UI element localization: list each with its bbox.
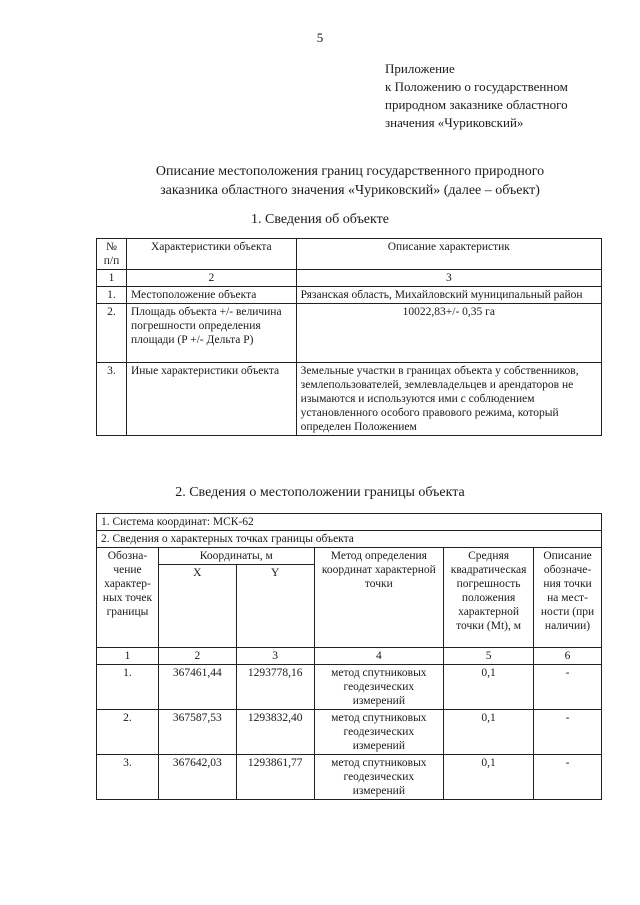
index-cell: 3 [236,648,314,665]
title-line: Описание местоположения границ государственного природного [155,164,545,179]
point-y: 1293832,40 [236,710,314,755]
table-row [97,710,602,755]
table-row [97,755,602,800]
header-designation: Обозна-чение характер-ных точек границы [97,548,159,648]
point-id: 3. [97,755,159,800]
header-coordinates: Координаты, м [158,548,314,565]
point-id: 2. [97,710,159,755]
index-cell: 2 [158,648,236,665]
table-row [97,304,602,363]
table-row [97,665,602,710]
point-description: - [534,755,602,800]
row-description: Земельные участки в границах объекта у собственников, землепользователей, землевладельцев и арендаторов не изымаются и используются ими с соблюдением установленного особого правового режима, который определен Положением [296,363,601,436]
header-method: Метод определения координат характерной точки [314,548,444,648]
header-error: Средняя квадратическая погрешность положения характерной точки (Mt), м [444,548,534,648]
row-characteristic: Местоположение объекта [126,287,296,304]
row-characteristic: Иные характеристики объекта [126,363,296,436]
point-method: метод спутниковых геодезических измерений [314,665,444,710]
index-cell: 4 [314,648,444,665]
table-header-row [97,239,602,270]
coord-system: 1. Система координат: МСК-62 [97,514,602,531]
header-y: Y [236,565,314,648]
appendix-line: Приложение [385,61,455,76]
row-characteristic: Площадь объекта +/- величина погрешности определения площади (P +/- Дельта P) [126,304,296,363]
index-cell: 3 [296,270,601,287]
point-x: 367642,03 [158,755,236,800]
title-line: заказника областного значения «Чуриковский» (далее – объект) [160,183,540,198]
index-cell: 6 [534,648,602,665]
appendix-line: значения «Чуриковский» [385,115,524,130]
index-cell: 5 [444,648,534,665]
boundary-points-table [96,513,602,800]
table-index-row [97,648,602,665]
table-row [97,287,602,304]
page-number: 5 [316,30,324,45]
points-heading: 2. Сведения о характерных точках границы объекта [97,531,602,548]
point-error: 0,1 [444,755,534,800]
appendix-block [385,60,625,132]
index-cell: 1 [97,270,127,287]
table-header-row [97,548,602,565]
header-x: X [158,565,236,648]
header-num: № п/п [97,239,127,270]
point-description: - [534,710,602,755]
row-num: 1. [97,287,127,304]
table-row [97,363,602,436]
point-method: метод спутниковых геодезических измерений [314,710,444,755]
point-x: 367587,53 [158,710,236,755]
point-error: 0,1 [444,665,534,710]
section1-heading: 1. Сведения об объекте [251,212,389,227]
point-x: 367461,44 [158,665,236,710]
point-y: 1293861,77 [236,755,314,800]
row-num: 3. [97,363,127,436]
point-method: метод спутниковых геодезических измерений [314,755,444,800]
point-y: 1293778,16 [236,665,314,710]
section2-heading: 2. Сведения о местоположении границы объекта [175,485,465,500]
point-error: 0,1 [444,710,534,755]
document-title [60,162,640,200]
points-heading-row [97,531,602,548]
index-cell: 2 [126,270,296,287]
appendix-line: к Положению о государственном [385,79,568,94]
coord-system-row [97,514,602,531]
point-id: 1. [97,665,159,710]
row-num: 2. [97,304,127,363]
object-info-table [96,238,602,436]
table-index-row [97,270,602,287]
point-description: - [534,665,602,710]
row-description: Рязанская область, Михайловский муниципальный район [296,287,601,304]
header-description: Описание характеристик [296,239,601,270]
appendix-line: природном заказнике областного [385,97,568,112]
header-point-description: Описание обозначе-ния точки на мест-ности (при наличии) [534,548,602,648]
index-cell: 1 [97,648,159,665]
row-description: 10022,83+/- 0,35 га [296,304,601,363]
header-characteristics: Характеристики объекта [126,239,296,270]
